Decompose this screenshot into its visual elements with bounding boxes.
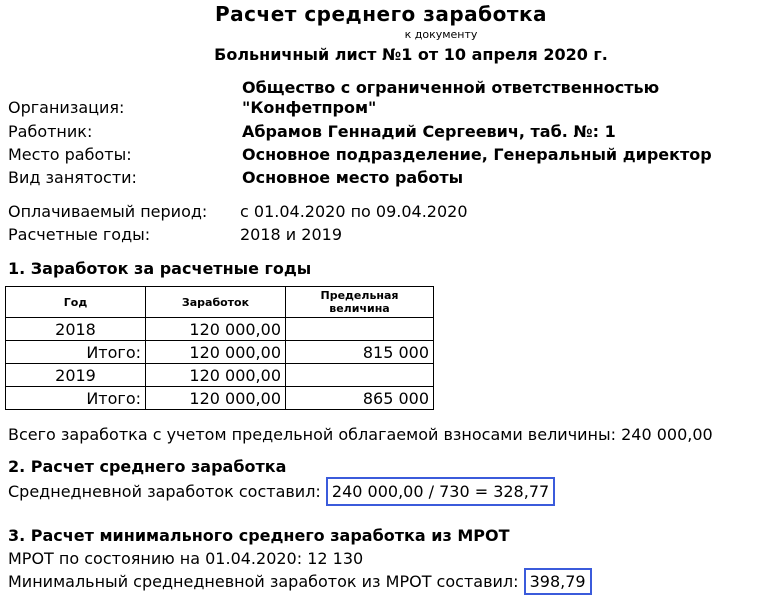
table-header-row (6, 287, 434, 318)
limit-cell (286, 364, 434, 387)
year-cell: 2018 (6, 318, 146, 341)
earnings-cell: 120 000,00 (146, 364, 286, 387)
worker-value: Абрамов Геннадий Сергеевич, таб. №: 1 (242, 122, 616, 141)
section1-title: 1. Заработок за расчетные годы (8, 259, 312, 278)
limit-cell (286, 318, 434, 341)
document-reference: Больничный лист №1 от 10 апреля 2020 г. (214, 45, 608, 64)
years-label: Расчетные годы: (8, 225, 151, 244)
min-earnings-label: Минимальный среднедневной заработок из МРОТ составил: (8, 572, 519, 591)
employment-value: Основное место работы (242, 168, 464, 187)
org-value-line2: "Конфетпром" (242, 98, 377, 117)
section2-title: 2. Расчет среднего заработка (8, 457, 287, 476)
limit-cell: 815 000 (286, 341, 434, 364)
workplace-value: Основное подразделение, Генеральный директор (242, 145, 712, 164)
column-header-earnings: Заработок (146, 287, 286, 318)
page-subtitle: к документу (404, 28, 478, 41)
total-label-cell: Итого: (6, 341, 146, 364)
earnings-cell: 120 000,00 (146, 387, 286, 410)
earnings-cell: 120 000,00 (146, 341, 286, 364)
average-earnings-row (8, 477, 555, 506)
min-earnings-value: 398,79 (524, 568, 592, 595)
table-row (6, 387, 434, 410)
average-earnings-label: Среднедневной заработок составил: (8, 482, 321, 501)
earnings-cell: 120 000,00 (146, 318, 286, 341)
mrot-text: МРОТ по состоянию на 01.04.2020: 12 130 (8, 549, 364, 568)
column-header-year: Год (6, 287, 146, 318)
workplace-label: Место работы: (8, 145, 132, 164)
earnings-table (5, 286, 434, 410)
table-row (6, 341, 434, 364)
org-label: Организация: (8, 98, 125, 117)
period-value: с 01.04.2020 по 09.04.2020 (240, 202, 468, 221)
period-label: Оплачиваемый период: (8, 202, 208, 221)
years-value: 2018 и 2019 (240, 225, 343, 244)
total-earnings-text: Всего заработка с учетом предельной облагаемой взносами величины: 240 000,00 (8, 425, 713, 444)
table-row (6, 364, 434, 387)
average-earnings-value: 240 000,00 / 730 = 328,77 (326, 477, 555, 506)
total-label-cell: Итого: (6, 387, 146, 410)
section3-title: 3. Расчет минимального среднего заработка из МРОТ (8, 526, 510, 545)
table-row (6, 318, 434, 341)
year-cell: 2019 (6, 364, 146, 387)
employment-label: Вид занятости: (8, 168, 137, 187)
org-value-line1: Общество с ограниченной ответственностью (242, 78, 660, 97)
worker-label: Работник: (8, 122, 93, 141)
column-header-limit: Предельная величина (286, 287, 434, 318)
limit-cell: 865 000 (286, 387, 434, 410)
min-earnings-row (8, 568, 592, 595)
page-title: Расчет среднего заработка (214, 2, 548, 26)
